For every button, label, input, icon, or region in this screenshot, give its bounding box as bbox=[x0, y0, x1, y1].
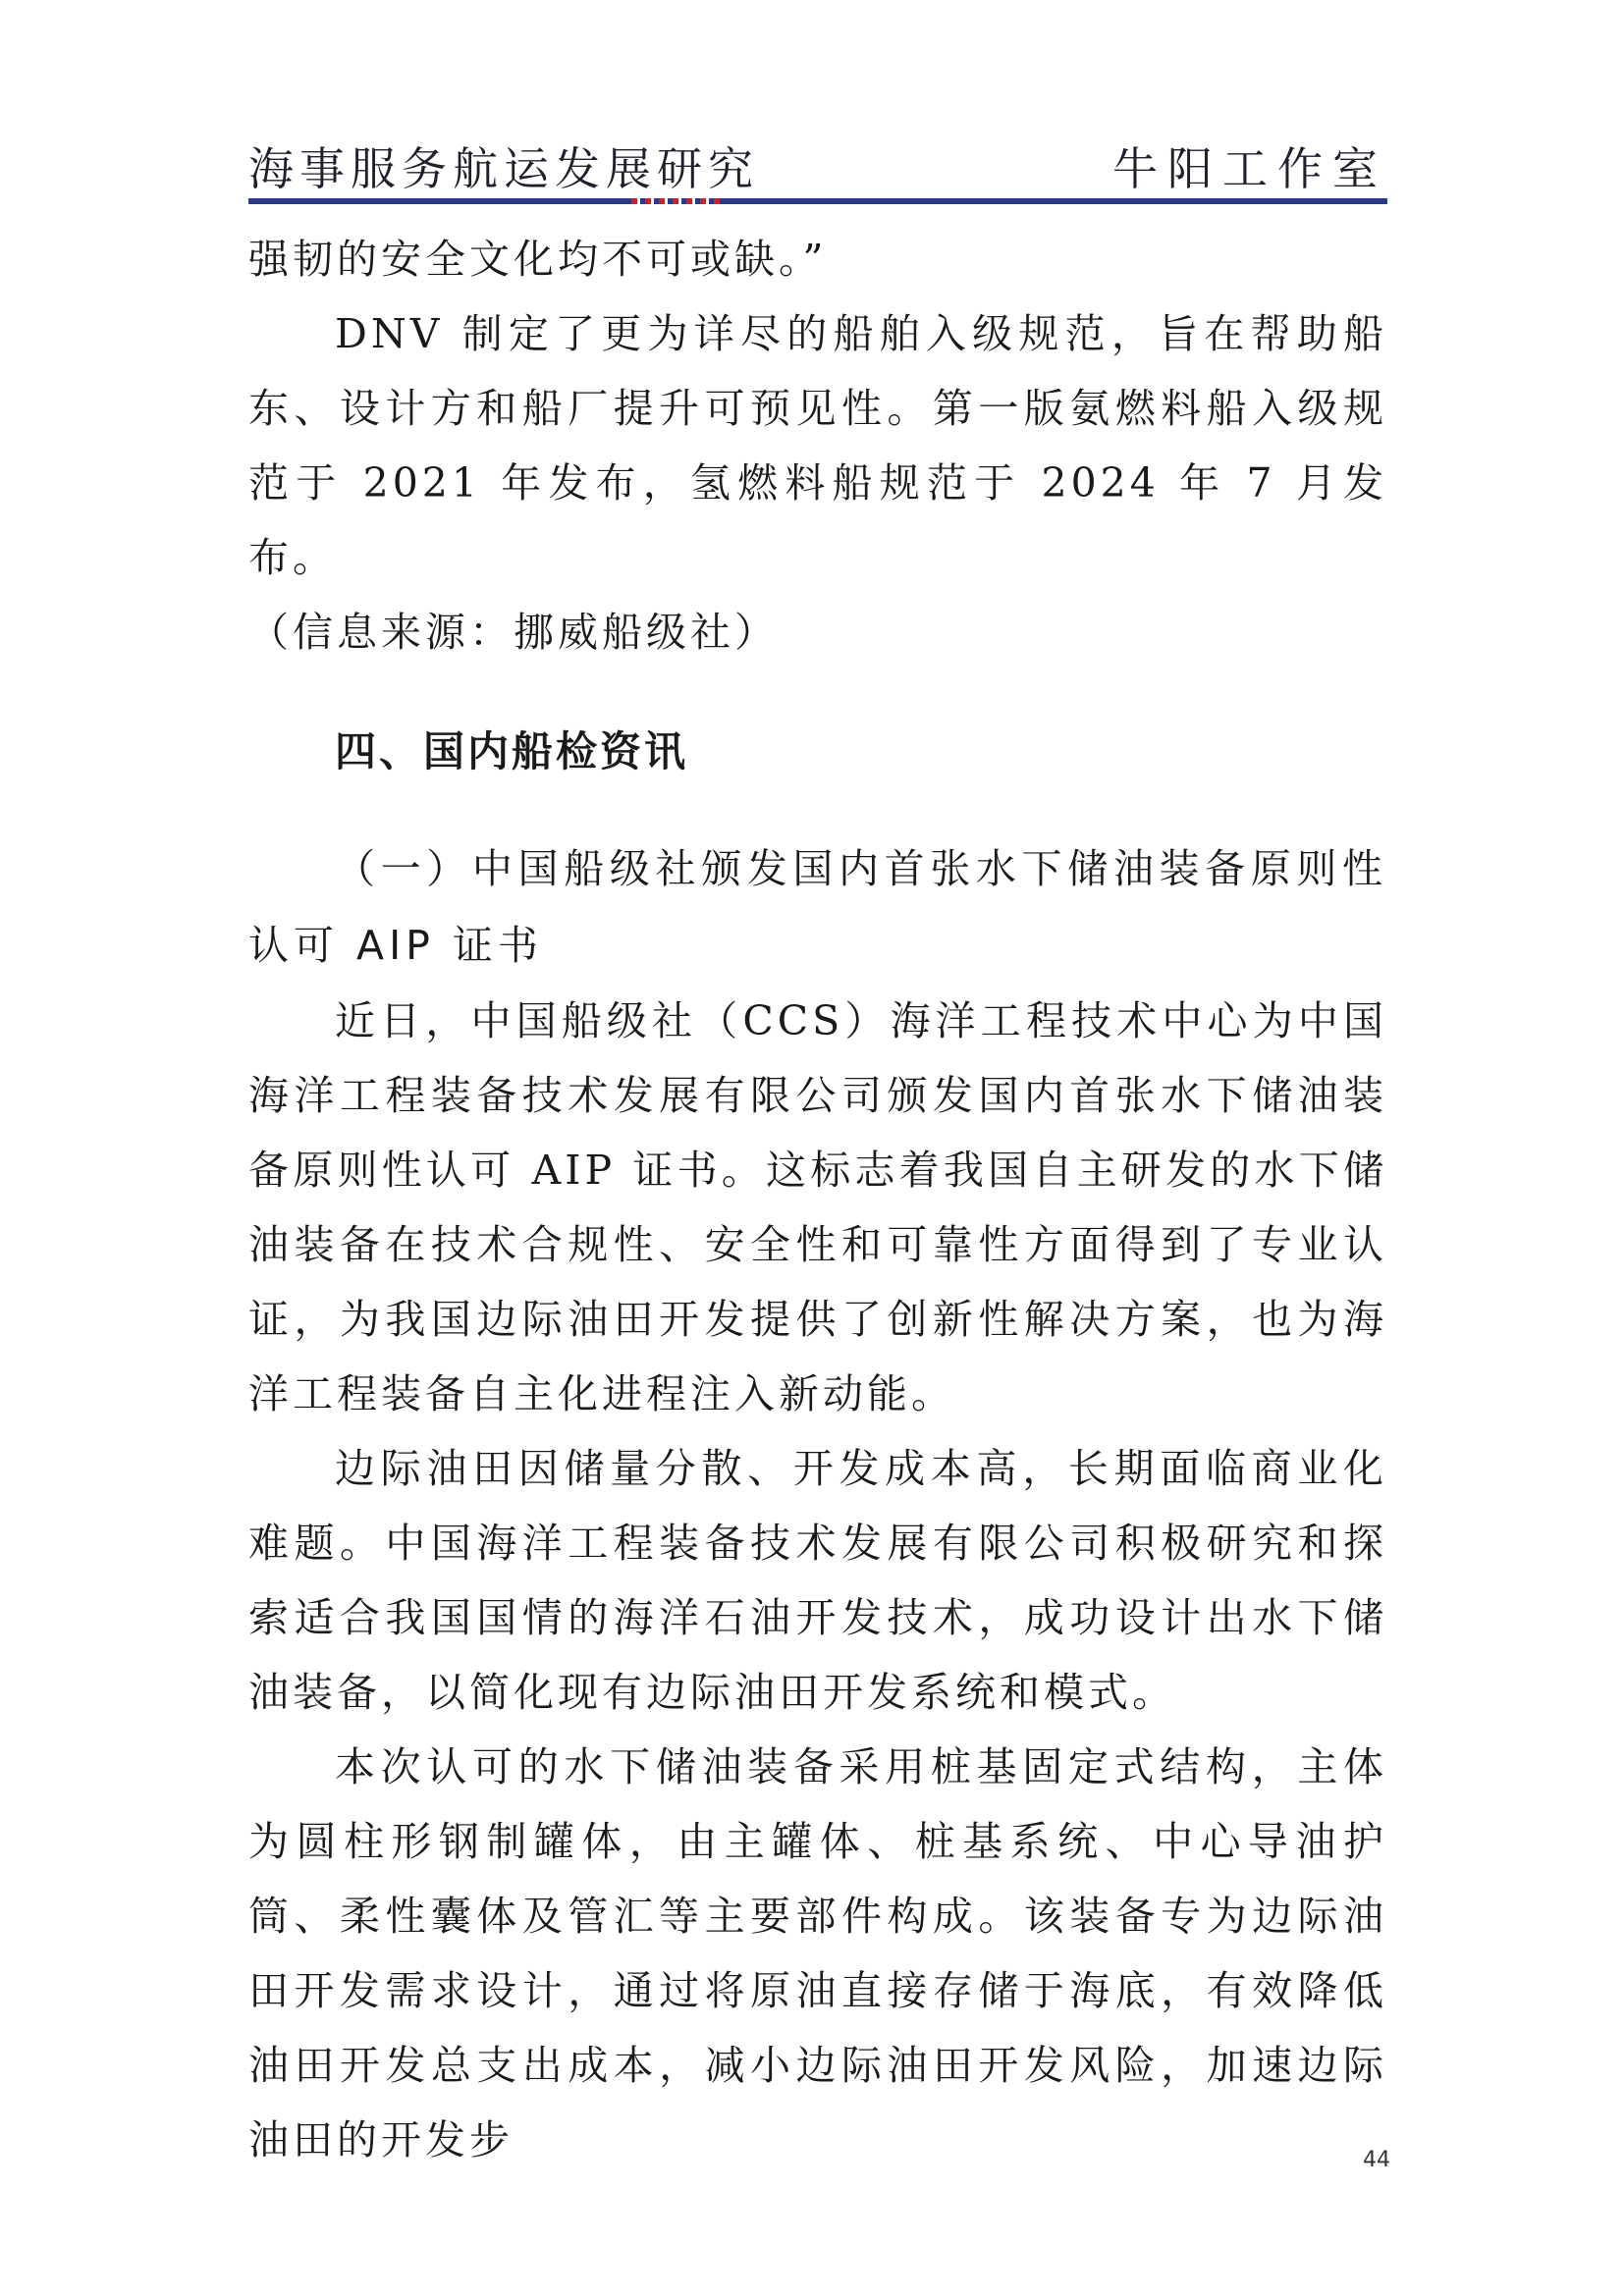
paragraph-dnv-rules: DNV 制定了更为详尽的船舶入级规范，旨在帮助船东、设计方和船厂提升可预见性。第一版氨燃料船入级规范于 2021 年发布，氢燃料船规范于 2024 年 7 月发布。 bbox=[248, 310, 1387, 581]
header-divider-accent bbox=[631, 198, 720, 204]
section-heading: 四、国内船检资讯 bbox=[335, 727, 689, 775]
header-divider bbox=[248, 198, 1387, 204]
header-publication-title: 海事服务航运发展研究 bbox=[248, 142, 759, 195]
page-header bbox=[248, 116, 1387, 204]
source-note: （信息来源：挪威船级社） bbox=[248, 609, 779, 656]
page-number: 44 bbox=[1363, 2148, 1390, 2172]
subsection-heading: （一）中国船级社颁发国内首张水下储油装备原则性认可 AIP 证书 bbox=[248, 845, 1387, 969]
paragraph-equipment-structure: 本次认可的水下储油装备采用桩基固定式结构，主体为圆柱形钢制罐体，由主罐体、桩基系统、中心导油护筒、柔性囊体及管汇等主要部件构成。该装备专为边际油田开发需求设计，通过将原油直接存储于海底，有效降低油田开发总支出成本，减小边际油田开发风险，加速边际油田的开发步 bbox=[248, 1743, 1387, 2163]
paragraph-aip-certificate: 近日，中国船级社（CCS）海洋工程技术中心为中国海洋工程装备技术发展有限公司颁发国内首张水下储油装备原则性认可 AIP 证书。这标志着我国自主研发的水下储油装备在技术合规性、安全性和可靠性方面得到了专业认证，为我国边际油田开发提供了创新性解决方案，也为海洋工程装备自主化进程注入新动能。 bbox=[248, 997, 1387, 1417]
header-studio-name: 牛阳工作室 bbox=[1112, 142, 1387, 195]
header-divider-right bbox=[720, 198, 1387, 204]
header-divider-left bbox=[248, 198, 631, 204]
paragraph-marginal-oilfields: 边际油田因储量分散、开发成本高，长期面临商业化难题。中国海洋工程装备技术发展有限公司积极研究和探索适合我国国情的海洋石油开发技术，成功设计出水下储油装备，以简化现有边际油田开发系统和模式。 bbox=[248, 1445, 1387, 1716]
page-body bbox=[248, 222, 1387, 2177]
continuation-text: 强韧的安全文化均不可或缺。” bbox=[248, 236, 828, 283]
